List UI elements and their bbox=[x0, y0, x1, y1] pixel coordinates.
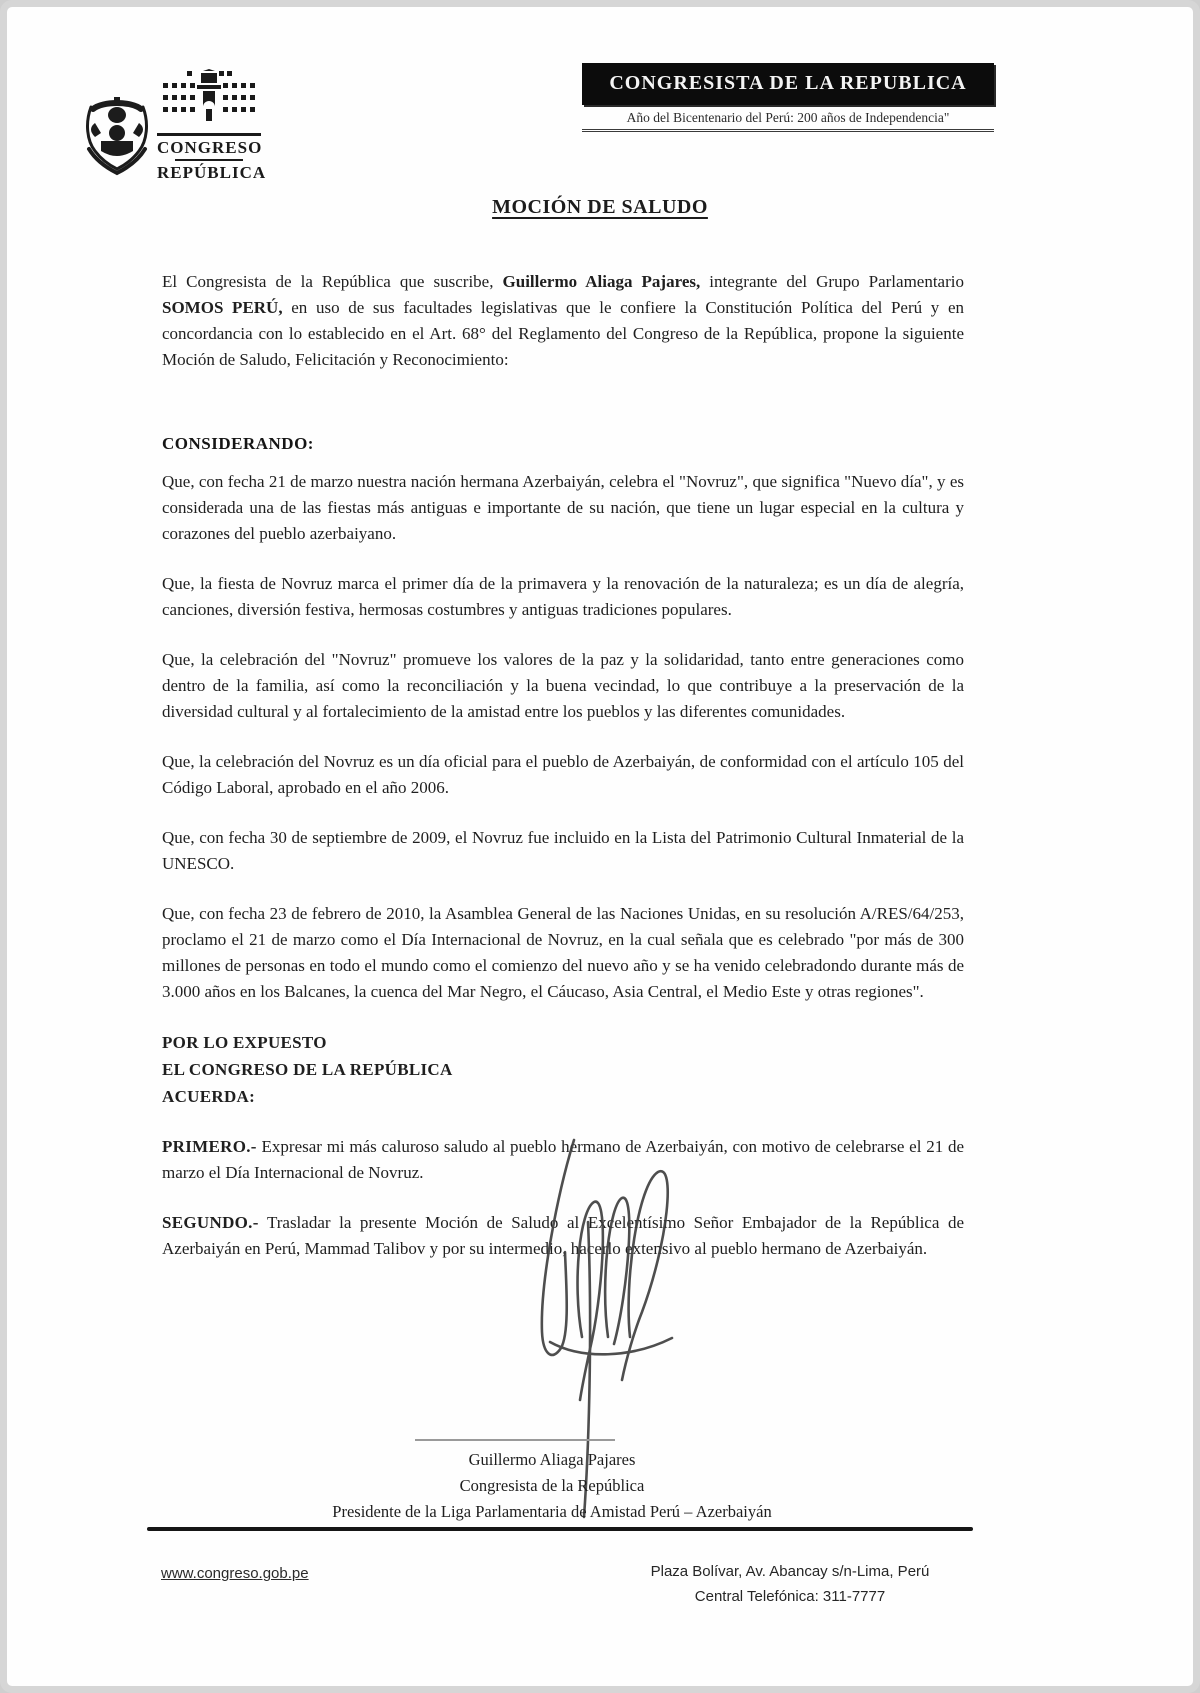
signature-block bbox=[152, 1447, 952, 1525]
considerando-paragraph-1: Que, con fecha 21 de marzo nuestra nación hermana Azerbaiyán, celebra el "Novruz", que significa "Nuevo día", y es considerada una de las fiestas más antiguas e importante de su nación, que tiene un lugar especial en la cultura y corazones del pueblo azerbaiyano. bbox=[162, 472, 964, 543]
resolution-line-2: EL CONGRESO DE LA REPÚBLICA bbox=[162, 1060, 453, 1079]
agreement-segundo-text: Trasladar la presente Moción de Saludo al Excelentísimo Señor Embajador de la República de Azerbaiyán en Perú, Mammad Talibov y por su intermedio, hacerlo extensivo al pueblo hermano de Azerbaiyán. bbox=[162, 1213, 964, 1258]
signature-line bbox=[415, 1439, 615, 1441]
considerando-paragraph-5: Que, con fecha 30 de septiembre de 2009, el Novruz fue incluido en la Lista del Patrimonio Cultural Inmaterial de la UNESCO. bbox=[162, 828, 964, 873]
intro-text-3: en uso de sus facultades legislativas que le confiere la Constitución Política del Perú y en concordancia con lo establecido en el Art. 68° del Reglamento del Congreso de la República, propone la siguiente Moción de Saludo, Felicitación y Reconocimiento: bbox=[162, 298, 964, 369]
resolution-line-3: ACUERDA: bbox=[162, 1087, 256, 1106]
banner-subtitle: Año del Bicentenario del Perú: 200 años de Independencia" bbox=[582, 110, 994, 132]
logo-word-congreso: CONGRESO bbox=[157, 138, 263, 157]
signatory-name: Guillermo Aliaga Pajares bbox=[468, 1450, 636, 1469]
footer-address: Plaza Bolívar, Av. Abancay s/n-Lima, Perú bbox=[650, 1563, 930, 1580]
intro-text-1: El Congresista de la República que suscribe, bbox=[162, 272, 503, 291]
considerando-paragraph-6: Que, con fecha 23 de febrero de 2010, la Asamblea General de las Naciones Unidas, en su resolución A/RES/64/253, proclamo el 21 de marzo como el Día Internacional de Novruz, en la cual señala que es celebrado "por más de 300 millones de personas en todo el mundo como el comienzo del nuevo año y se ha venido celebradondo durante más de 3.000 años en los Balcanes, la cuenca del Mar Negro, el Cáucaso, Asia Central, el Medio Este y otras regiones". bbox=[162, 904, 964, 1001]
intro-text-2: integrante del Grupo Parlamentario bbox=[700, 272, 964, 291]
footer-address-block bbox=[607, 1559, 973, 1609]
footer-website-link[interactable]: www.congreso.gob.pe bbox=[161, 1565, 309, 1582]
congressman-name: Guillermo Aliaga Pajares, bbox=[502, 272, 701, 291]
parliamentary-group-name: SOMOS PERÚ, bbox=[162, 298, 283, 317]
intro-paragraph bbox=[162, 269, 964, 373]
resolution-line-1: POR LO EXPUESTO bbox=[162, 1033, 327, 1052]
considerando-paragraph-4: Que, la celebración del Novruz es un día oficial para el pueblo de Azerbaiyán, de conformidad con el artículo 105 del Código Laboral, aprobado en el año 2006. bbox=[162, 752, 964, 797]
resolution-block bbox=[162, 1029, 964, 1110]
peru-coat-of-arms-icon bbox=[81, 89, 153, 177]
logo-divider bbox=[157, 133, 261, 136]
document-header bbox=[7, 7, 1193, 182]
agreement-segundo-label: SEGUNDO.- bbox=[162, 1213, 259, 1232]
signatory-role-2: Presidente de la Liga Parlamentaria de Amistad Perú – Azerbaiyán bbox=[332, 1502, 772, 1521]
agreement-primero-label: PRIMERO.- bbox=[162, 1137, 257, 1156]
agreement-primero bbox=[162, 1134, 964, 1186]
considerando-paragraph-2: Que, la fiesta de Novruz marca el primer día de la primavera y la renovación de la naturaleza; es un día de alegría, canciones, diversión festiva, hermosas costumbres y antiguas tradiciones populares. bbox=[162, 574, 964, 619]
letterhead-banner bbox=[582, 63, 994, 132]
agreement-primero-text: Expresar mi más caluroso saludo al pueblo hermano de Azerbaiyán, con motivo de celebrarse el 21 de marzo el Día Internacional de Novruz. bbox=[162, 1137, 964, 1182]
signatory-role: Congresista de la República bbox=[459, 1476, 645, 1495]
logo-divider-thin bbox=[175, 159, 243, 161]
considerando-paragraph-3: Que, la celebración del "Novruz" promueve los valores de la paz y la solidaridad, tanto entre generaciones como dentro de la familia, así como la reconciliación y la buena vecindad, lo que contribuye a la preservación de la diversidad cultural y al fortalecimiento de la amistad entre los pueblos y las diferentes comunidades. bbox=[162, 650, 964, 721]
page-title: MOCIÓN DE SALUDO bbox=[492, 196, 708, 218]
document-body bbox=[162, 255, 964, 1286]
banner-title: CONGRESISTA DE LA REPUBLICA bbox=[582, 63, 994, 105]
footer-phone: Central Telefónica: 311-7777 bbox=[694, 1588, 886, 1605]
considerando-heading: CONSIDERANDO: bbox=[162, 434, 314, 453]
footer-rule bbox=[147, 1527, 973, 1531]
congress-building-icon bbox=[157, 69, 261, 131]
congress-logo bbox=[157, 69, 267, 182]
logo-word-republica: REPÚBLICA bbox=[157, 163, 267, 182]
agreement-segundo bbox=[162, 1210, 964, 1262]
